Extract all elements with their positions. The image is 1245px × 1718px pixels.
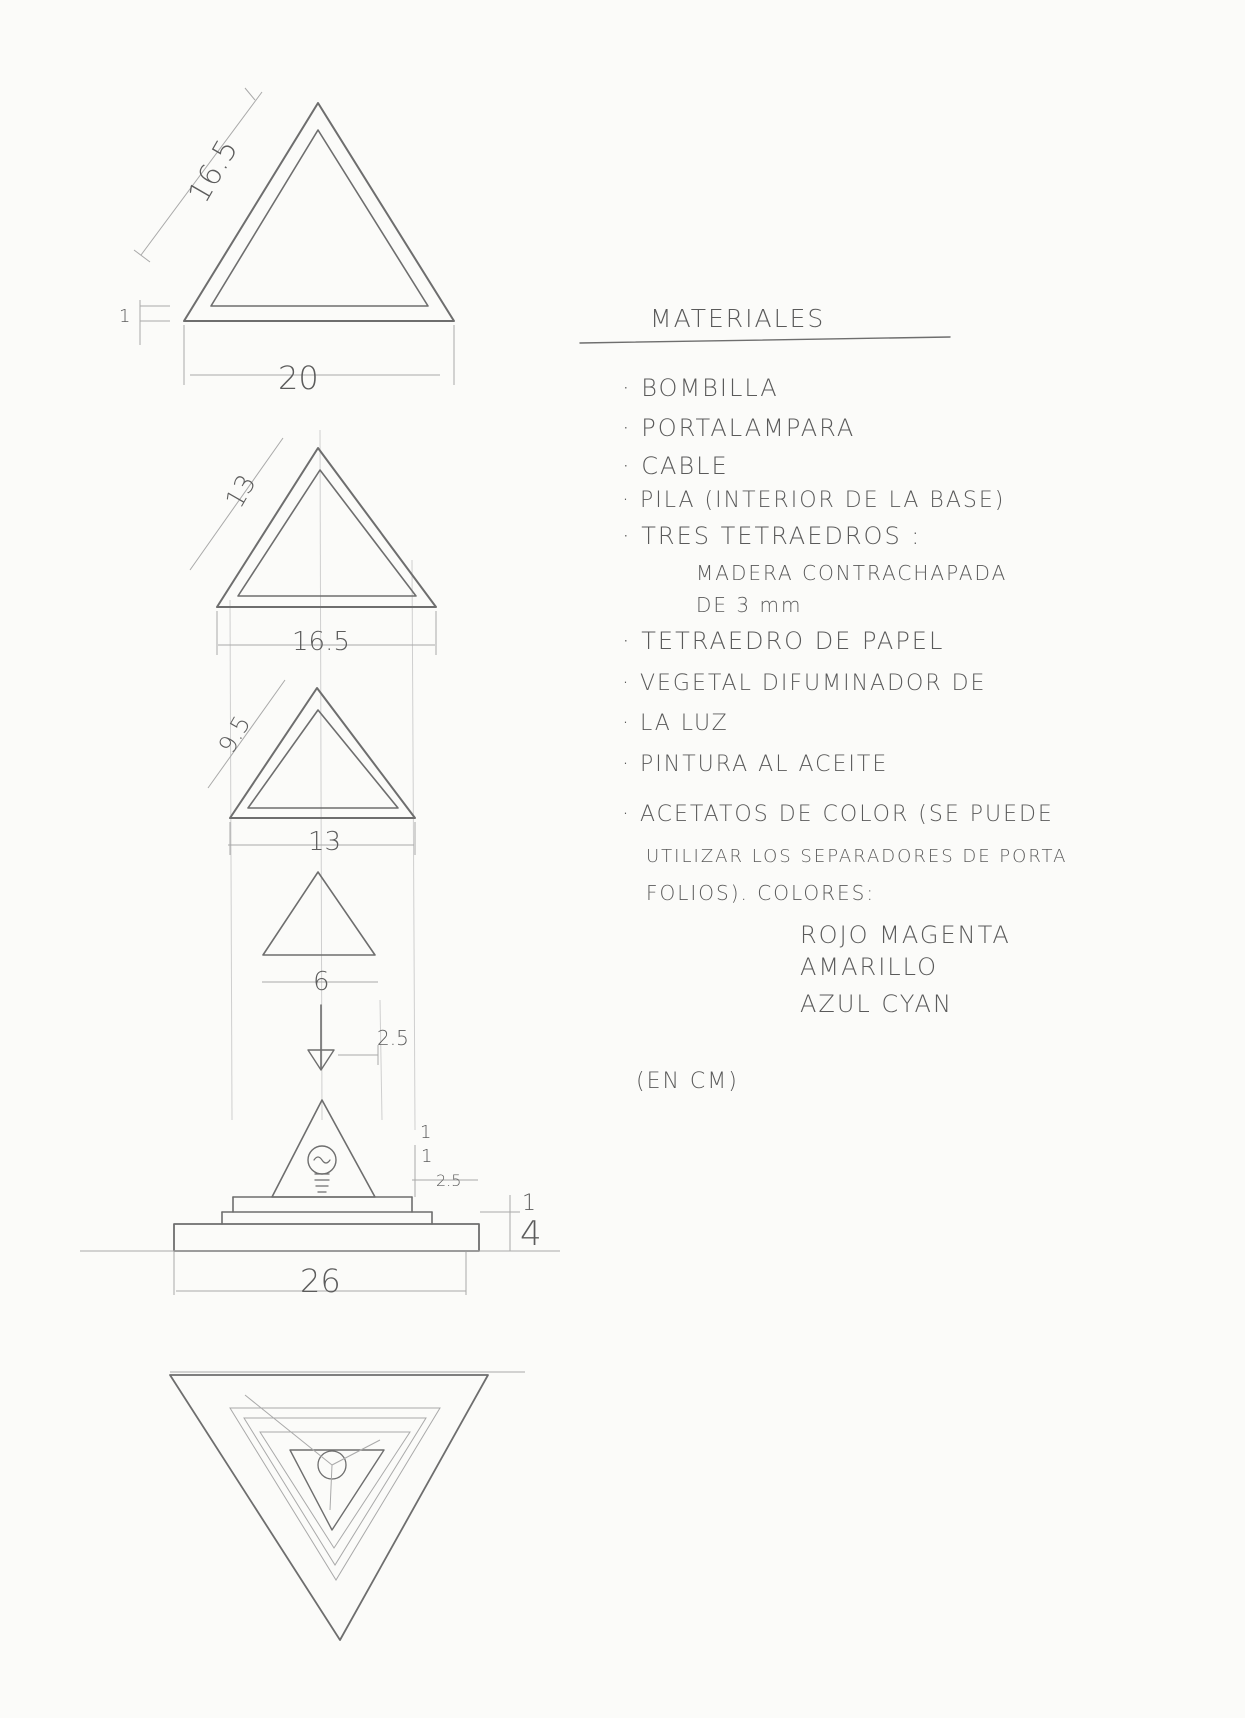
material-item: · PILA (INTERIOR DE LA BASE) — [622, 488, 1006, 513]
triangle-frame-4 — [262, 872, 378, 997]
dim-tri1-base: 20 — [278, 359, 319, 397]
material-item: UTILIZAR LOS SEPARADORES DE PORTA — [646, 846, 1068, 867]
material-item: FOLIOS). COLORES: — [646, 881, 876, 905]
material-item: AMARILLO — [800, 953, 939, 981]
dim-base-step-width: 2.5 — [436, 1171, 462, 1190]
material-item: · PORTALAMPARA — [622, 414, 856, 442]
material-item: AZUL CYAN — [800, 990, 953, 1018]
material-item: · BOMBILLA — [622, 374, 779, 402]
dim-tri3-side: 9.5 — [212, 710, 257, 758]
dim-tri3-base: 13 — [308, 827, 342, 857]
material-item: · LA LUZ — [622, 711, 729, 736]
material-item: DE 3 mm — [696, 593, 803, 617]
materials-section — [580, 304, 1067, 1094]
dim-base-height: 4 — [520, 1214, 542, 1254]
dim-tri1-side: 16.5 — [181, 133, 246, 209]
material-item: · ACETATOS DE COLOR (SE PUEDE — [622, 802, 1054, 827]
dim-base-width: 26 — [300, 1262, 341, 1300]
triangle-frame-1 — [119, 88, 454, 397]
dim-tri4-base: 6 — [313, 967, 330, 997]
material-item: · PINTURA AL ACEITE — [622, 752, 889, 777]
material-item: ROJO MAGENTA — [800, 921, 1011, 949]
material-item: · TETRAEDRO DE PAPEL — [622, 627, 945, 655]
dim-arrow-offset: 2.5 — [377, 1026, 409, 1050]
material-item: · CABLE — [622, 452, 729, 480]
dim-base-layer: 1 — [522, 1191, 536, 1216]
material-item: · VEGETAL DIFUMINADOR DE — [622, 671, 987, 696]
dim-base-top-gap: 1 — [420, 1122, 432, 1143]
dim-base-top-step: 1 — [421, 1146, 433, 1167]
dim-tri2-base: 16.5 — [292, 627, 350, 657]
lightbulb-icon — [308, 1146, 336, 1192]
dim-tri1-thickness: 1 — [119, 306, 131, 327]
plan-view-triangles — [170, 1372, 525, 1640]
triangle-frame-2 — [190, 438, 436, 657]
materials-heading: MATERIALES — [650, 304, 826, 333]
triangle-frame-3 — [208, 680, 415, 857]
lamp-elevation — [80, 1100, 560, 1300]
material-item: · TRES TETRAEDROS : — [622, 522, 922, 550]
assembly-arrow — [308, 1005, 409, 1070]
units-note: (EN CM) — [636, 1069, 739, 1094]
material-item: MADERA CONTRACHAPADA — [696, 561, 1008, 585]
dim-tri2-side: 13 — [220, 469, 263, 514]
